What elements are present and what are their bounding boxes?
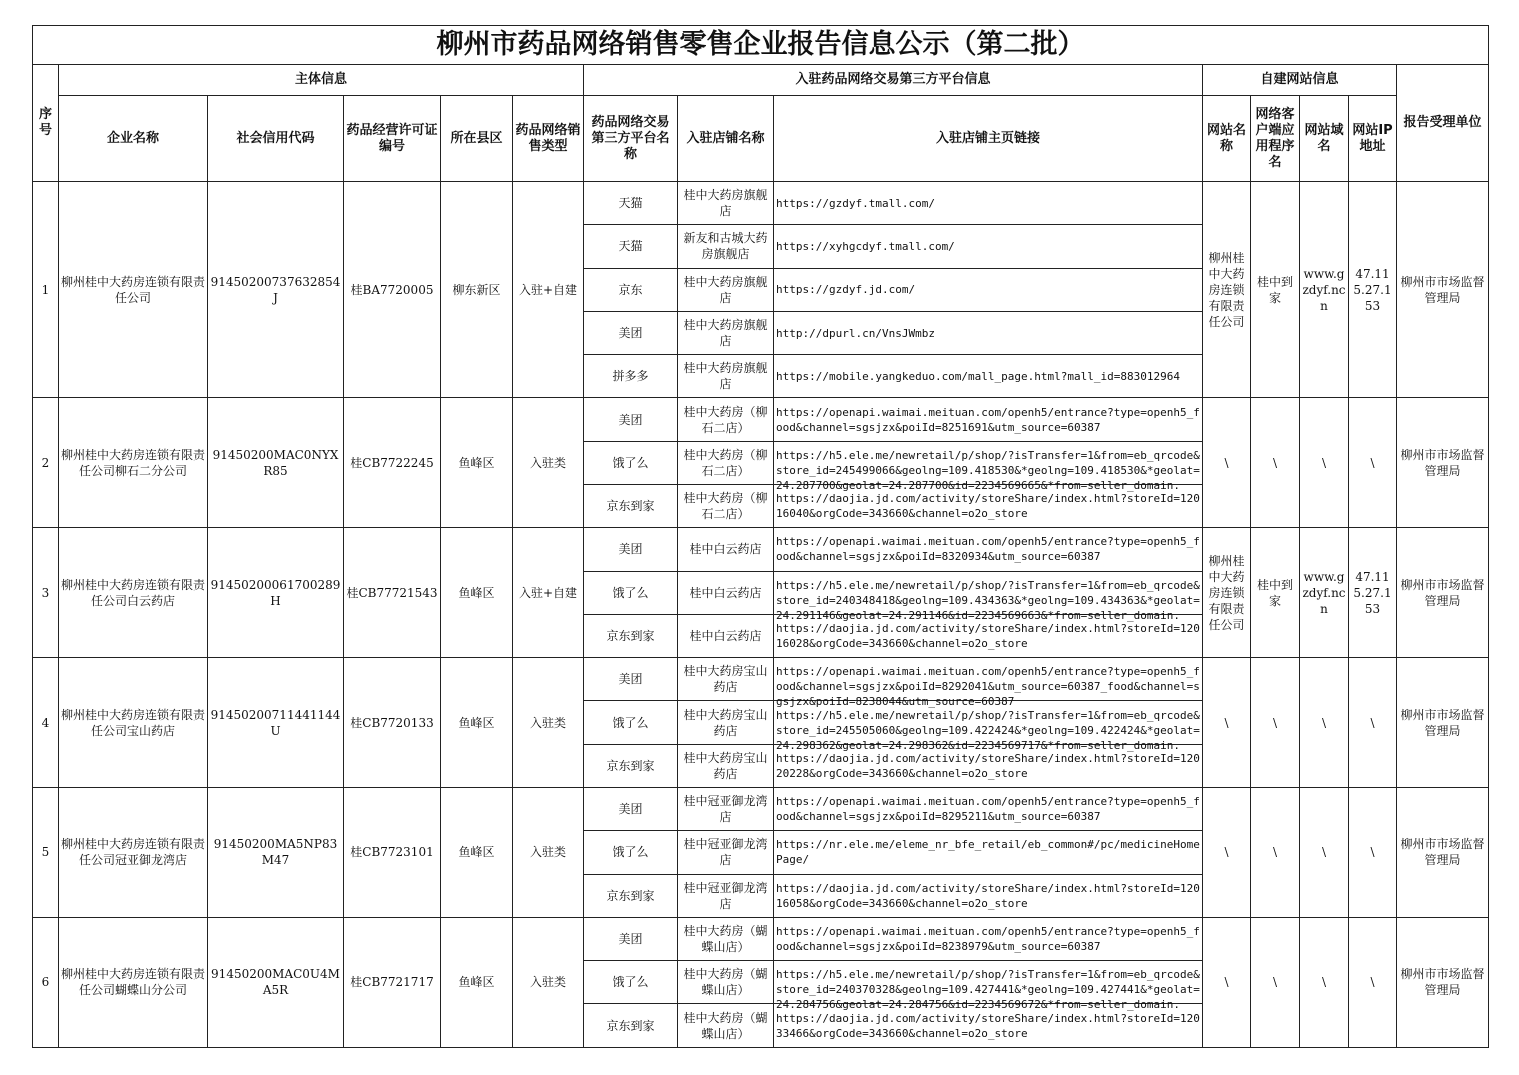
site-domain: www.gzdyf.ncn bbox=[1300, 182, 1349, 398]
shop-name: 桂中大药房（柳石二店） bbox=[678, 398, 774, 441]
shop-name: 桂中白云药店 bbox=[678, 528, 774, 571]
shop-url bbox=[774, 268, 1203, 311]
shop-url bbox=[774, 528, 1203, 571]
app-name: 桂中到家 bbox=[1251, 182, 1300, 398]
shop-url bbox=[774, 831, 1203, 874]
shop-url-text[interactable]: https://daojia.jd.com/activity/storeShare/index.html?storeId=12016028&orgCode=343660&channel=o2o_store bbox=[776, 622, 1200, 650]
shop-url bbox=[774, 225, 1203, 268]
company-name: 柳州桂中大药房连锁有限责任公司宝山药店 bbox=[59, 658, 208, 788]
app-name: \ bbox=[1251, 398, 1300, 528]
row-seq: 4 bbox=[33, 658, 59, 788]
platform-name: 美团 bbox=[584, 528, 678, 571]
district: 鱼峰区 bbox=[441, 528, 513, 658]
table-row bbox=[33, 182, 1489, 225]
header-main-info: 主体信息 bbox=[59, 65, 584, 96]
site-name: 柳州桂中大药房连锁有限责任公司 bbox=[1203, 528, 1251, 658]
platform-name: 京东到家 bbox=[584, 1004, 678, 1048]
shop-name: 桂中大药房（柳石二店） bbox=[678, 441, 774, 484]
credit-code: 91450200711441144U bbox=[208, 658, 344, 788]
shop-url bbox=[774, 485, 1203, 528]
header-app-name: 网络客户端应用程序名 bbox=[1251, 96, 1300, 182]
license-no: 桂CB7722245 bbox=[344, 398, 441, 528]
shop-url bbox=[774, 658, 1203, 709]
site-name: \ bbox=[1203, 917, 1251, 1047]
shop-name: 桂中大药房宝山药店 bbox=[678, 701, 774, 744]
shop-url bbox=[774, 398, 1203, 441]
platform-name: 美团 bbox=[584, 658, 678, 701]
header-shop-name: 入驻店铺名称 bbox=[678, 96, 774, 182]
shop-url-text[interactable]: https://openapi.waimai.meituan.com/openh5/entrance?type=openh5_food&channel=sgsjzx&poiId=8238979&utm_source=60387 bbox=[776, 924, 1200, 953]
site-domain: \ bbox=[1300, 787, 1349, 917]
table-row bbox=[33, 398, 1489, 441]
shop-url-text[interactable]: https://nr.ele.me/eleme_nr_bfe_retail/eb_common#/pc/medicineHomePage/ bbox=[776, 838, 1200, 867]
credit-code: 91450200MAC0NYXR85 bbox=[208, 398, 344, 528]
shop-name: 桂中冠亚御龙湾店 bbox=[678, 787, 774, 830]
header-site-info: 自建网站信息 bbox=[1203, 65, 1397, 96]
shop-url-text[interactable]: https://daojia.jd.com/activity/storeShare/index.html?storeId=12020228&orgCode=343660&channel=o2o_store bbox=[776, 751, 1200, 780]
accept-unit: 柳州市市场监督管理局 bbox=[1397, 787, 1489, 917]
license-no: 桂CB7720133 bbox=[344, 658, 441, 788]
platform-name: 美团 bbox=[584, 398, 678, 441]
shop-name: 桂中大药房宝山药店 bbox=[678, 658, 774, 701]
platform-name: 京东到家 bbox=[584, 614, 678, 657]
header-accept-unit: 报告受理单位 bbox=[1397, 65, 1489, 182]
shop-name: 桂中冠亚御龙湾店 bbox=[678, 874, 774, 917]
sale-type: 入驻+自建 bbox=[513, 528, 584, 658]
shop-url bbox=[774, 917, 1203, 960]
platform-name: 饿了么 bbox=[584, 571, 678, 614]
accept-unit: 柳州市市场监督管理局 bbox=[1397, 398, 1489, 528]
shop-name: 桂中大药房（蝴蝶山店） bbox=[678, 961, 774, 1004]
shop-url-text[interactable]: https://daojia.jd.com/activity/storeShare/index.html?storeId=12033466&orgCode=343660&channel=o2o_store bbox=[776, 1011, 1200, 1040]
header-company-name: 企业名称 bbox=[59, 96, 208, 182]
platform-name: 饿了么 bbox=[584, 961, 678, 1004]
shop-url-text[interactable]: https://h5.ele.me/newretail/p/shop/?isTransfer=1&from=eb_qrcode&store_id=245505060&geolng=109.422424&*geolng=109.422424&*geolat=24.298362&geolat=24.298362&id=2234569717&*from=seller_domain. bbox=[776, 708, 1200, 752]
shop-url-text[interactable]: https://gzdyf.jd.com/ bbox=[776, 283, 916, 297]
header-shop-url: 入驻店铺主页链接 bbox=[774, 96, 1203, 182]
company-name: 柳州桂中大药房连锁有限责任公司冠亚御龙湾店 bbox=[59, 787, 208, 917]
table-row bbox=[33, 658, 1489, 701]
shop-url-text[interactable]: https://openapi.waimai.meituan.com/openh5/entrance?type=openh5_food&channel=sgsjzx&poiId=8295211&utm_source=60387 bbox=[776, 795, 1200, 824]
header-credit-code: 社会信用代码 bbox=[208, 96, 344, 182]
site-name: \ bbox=[1203, 787, 1251, 917]
shop-url bbox=[774, 355, 1203, 398]
site-ip: 47.115.27.153 bbox=[1349, 182, 1397, 398]
site-domain: www.gzdyf.ncn bbox=[1300, 528, 1349, 658]
platform-name: 饿了么 bbox=[584, 701, 678, 744]
site-domain: \ bbox=[1300, 658, 1349, 788]
shop-url bbox=[774, 441, 1203, 492]
row-seq: 1 bbox=[33, 182, 59, 398]
app-name: \ bbox=[1251, 917, 1300, 1047]
shop-url bbox=[774, 787, 1203, 830]
shop-url-text[interactable]: https://h5.ele.me/newretail/p/shop/?isTransfer=1&from=eb_qrcode&store_id=240370328&geolng=109.427441&*geolng=109.427441&*geolat=24.284756&geolat=24.284756&id=2234569672&*from=seller_domain. bbox=[776, 968, 1200, 1012]
district: 柳东新区 bbox=[441, 182, 513, 398]
shop-url-text[interactable]: https://openapi.waimai.meituan.com/openh5/entrance?type=openh5_food&channel=sgsjzx&poiId=8320934&utm_source=60387 bbox=[776, 535, 1200, 564]
shop-name: 桂中冠亚御龙湾店 bbox=[678, 831, 774, 874]
accept-unit: 柳州市市场监督管理局 bbox=[1397, 658, 1489, 788]
district: 鱼峰区 bbox=[441, 787, 513, 917]
shop-url bbox=[774, 701, 1203, 752]
platform-name: 京东 bbox=[584, 268, 678, 311]
shop-name: 桂中大药房宝山药店 bbox=[678, 744, 774, 787]
credit-code: 91450200737632854J bbox=[208, 182, 344, 398]
shop-url-text[interactable]: https://daojia.jd.com/activity/storeShare/index.html?storeId=12016040&orgCode=343660&channel=o2o_store bbox=[776, 492, 1200, 521]
shop-url-text[interactable]: http://dpurl.cn/VnsJWmbz bbox=[776, 326, 935, 340]
row-seq: 3 bbox=[33, 528, 59, 658]
site-ip: \ bbox=[1349, 917, 1397, 1047]
platform-name: 天猫 bbox=[584, 182, 678, 225]
platform-name: 京东到家 bbox=[584, 874, 678, 917]
district: 鱼峰区 bbox=[441, 917, 513, 1047]
shop-name: 桂中大药房（柳石二店） bbox=[678, 485, 774, 528]
shop-name: 新友和古城大药房旗舰店 bbox=[678, 225, 774, 268]
accept-unit: 柳州市市场监督管理局 bbox=[1397, 528, 1489, 658]
shop-url-text[interactable]: https://daojia.jd.com/activity/storeShare/index.html?storeId=12016058&orgCode=343660&channel=o2o_store bbox=[776, 881, 1200, 910]
shop-url bbox=[774, 744, 1203, 787]
site-domain: \ bbox=[1300, 917, 1349, 1047]
table-row bbox=[33, 787, 1489, 830]
shop-name: 桂中大药房旗舰店 bbox=[678, 182, 774, 225]
shop-url bbox=[774, 1004, 1203, 1048]
sale-type: 入驻类 bbox=[513, 787, 584, 917]
license-no: 桂CB7721717 bbox=[344, 917, 441, 1047]
shop-url bbox=[774, 182, 1203, 225]
sale-type: 入驻+自建 bbox=[513, 182, 584, 398]
sale-type: 入驻类 bbox=[513, 398, 584, 528]
platform-name: 美团 bbox=[584, 787, 678, 830]
shop-url-text[interactable]: https://openapi.waimai.meituan.com/openh5/entrance?type=openh5_food&channel=sgsjzx&poiId=8292041&utm_source=60387_food&channel=sgsjzx&poiId=8238044&utm_source=60387 bbox=[776, 665, 1200, 709]
district: 鱼峰区 bbox=[441, 398, 513, 528]
shop-name: 桂中大药房（蝴蝶山店） bbox=[678, 1004, 774, 1048]
shop-url-text[interactable]: https://openapi.waimai.meituan.com/openh5/entrance?type=openh5_food&channel=sgsjzx&poiId=8251691&utm_source=60387 bbox=[776, 405, 1200, 434]
shop-url bbox=[774, 614, 1203, 657]
site-name: 柳州桂中大药房连锁有限责任公司 bbox=[1203, 182, 1251, 398]
header-seq: 序号 bbox=[33, 65, 59, 182]
platform-name: 京东到家 bbox=[584, 485, 678, 528]
shop-name: 桂中大药房（蝴蝶山店） bbox=[678, 917, 774, 960]
app-name: 桂中到家 bbox=[1251, 528, 1300, 658]
site-ip: \ bbox=[1349, 658, 1397, 788]
header-ip: 网站IP地址 bbox=[1349, 96, 1397, 182]
platform-name: 京东到家 bbox=[584, 744, 678, 787]
accept-unit: 柳州市市场监督管理局 bbox=[1397, 182, 1489, 398]
shop-url-text[interactable]: https://h5.ele.me/newretail/p/shop/?isTransfer=1&from=eb_qrcode&store_id=240348418&geolng=109.434363&*geolng=109.434363&*geolat=24.291146&geolat=24.291146&id=2234569663&*from=seller_domain. bbox=[776, 578, 1200, 622]
site-name: \ bbox=[1203, 398, 1251, 528]
site-ip: \ bbox=[1349, 398, 1397, 528]
app-name: \ bbox=[1251, 787, 1300, 917]
company-name: 柳州桂中大药房连锁有限责任公司 bbox=[59, 182, 208, 398]
row-seq: 5 bbox=[33, 787, 59, 917]
platform-name: 天猫 bbox=[584, 225, 678, 268]
company-name: 柳州桂中大药房连锁有限责任公司蝴蝶山分公司 bbox=[59, 917, 208, 1047]
company-name: 柳州桂中大药房连锁有限责任公司柳石二分公司 bbox=[59, 398, 208, 528]
license-no: 桂CB7723101 bbox=[344, 787, 441, 917]
platform-name: 饿了么 bbox=[584, 441, 678, 484]
report-table bbox=[32, 25, 1489, 1048]
header-license-no: 药品经营许可证编号 bbox=[344, 96, 441, 182]
shop-url bbox=[774, 961, 1203, 1012]
site-domain: \ bbox=[1300, 398, 1349, 528]
credit-code: 91450200MA5NP83M47 bbox=[208, 787, 344, 917]
table-row bbox=[33, 528, 1489, 571]
credit-code: 91450200061700289H bbox=[208, 528, 344, 658]
header-site-name: 网站名称 bbox=[1203, 96, 1251, 182]
header-sale-type: 药品网络销售类型 bbox=[513, 96, 584, 182]
license-no: 桂CB77721543 bbox=[344, 528, 441, 658]
shop-url-text[interactable]: https://h5.ele.me/newretail/p/shop/?isTransfer=1&from=eb_qrcode&store_id=245499066&geolng=109.418530&*geolng=109.418530&*geolat=24.287700&geolat=24.287700&id=2234569665&*from=seller_domain. bbox=[776, 448, 1200, 492]
platform-name: 美团 bbox=[584, 311, 678, 354]
site-ip: 47.115.27.153 bbox=[1349, 528, 1397, 658]
site-ip: \ bbox=[1349, 787, 1397, 917]
platform-name: 饿了么 bbox=[584, 831, 678, 874]
company-name: 柳州桂中大药房连锁有限责任公司白云药店 bbox=[59, 528, 208, 658]
license-no: 桂BA7720005 bbox=[344, 182, 441, 398]
shop-name: 桂中白云药店 bbox=[678, 571, 774, 614]
shop-url-text[interactable]: https://xyhgcdyf.tmall.com/ bbox=[776, 239, 955, 253]
shop-name: 桂中大药房旗舰店 bbox=[678, 355, 774, 398]
shop-name: 桂中白云药店 bbox=[678, 614, 774, 657]
shop-url-text[interactable]: https://gzdyf.tmall.com/ bbox=[776, 196, 935, 210]
app-name: \ bbox=[1251, 658, 1300, 788]
district: 鱼峰区 bbox=[441, 658, 513, 788]
credit-code: 91450200MAC0U4MA5R bbox=[208, 917, 344, 1047]
shop-url bbox=[774, 571, 1203, 622]
header-platform-name: 药品网络交易第三方平台名称 bbox=[584, 96, 678, 182]
page-title: 柳州市药品网络销售零售企业报告信息公示（第二批） bbox=[33, 26, 1489, 65]
site-name: \ bbox=[1203, 658, 1251, 788]
row-seq: 2 bbox=[33, 398, 59, 528]
shop-url bbox=[774, 874, 1203, 917]
row-seq: 6 bbox=[33, 917, 59, 1047]
header-platform-info: 入驻药品网络交易第三方平台信息 bbox=[584, 65, 1203, 96]
shop-name: 桂中大药房旗舰店 bbox=[678, 311, 774, 354]
shop-name: 桂中大药房旗舰店 bbox=[678, 268, 774, 311]
sale-type: 入驻类 bbox=[513, 917, 584, 1047]
sale-type: 入驻类 bbox=[513, 658, 584, 788]
platform-name: 美团 bbox=[584, 917, 678, 960]
header-district: 所在县区 bbox=[441, 96, 513, 182]
shop-url bbox=[774, 311, 1203, 354]
platform-name: 拼多多 bbox=[584, 355, 678, 398]
shop-url-text[interactable]: https://mobile.yangkeduo.com/mall_page.html?mall_id=883012964 bbox=[776, 369, 1180, 383]
header-domain: 网站域名 bbox=[1300, 96, 1349, 182]
table-row bbox=[33, 917, 1489, 960]
accept-unit: 柳州市市场监督管理局 bbox=[1397, 917, 1489, 1047]
